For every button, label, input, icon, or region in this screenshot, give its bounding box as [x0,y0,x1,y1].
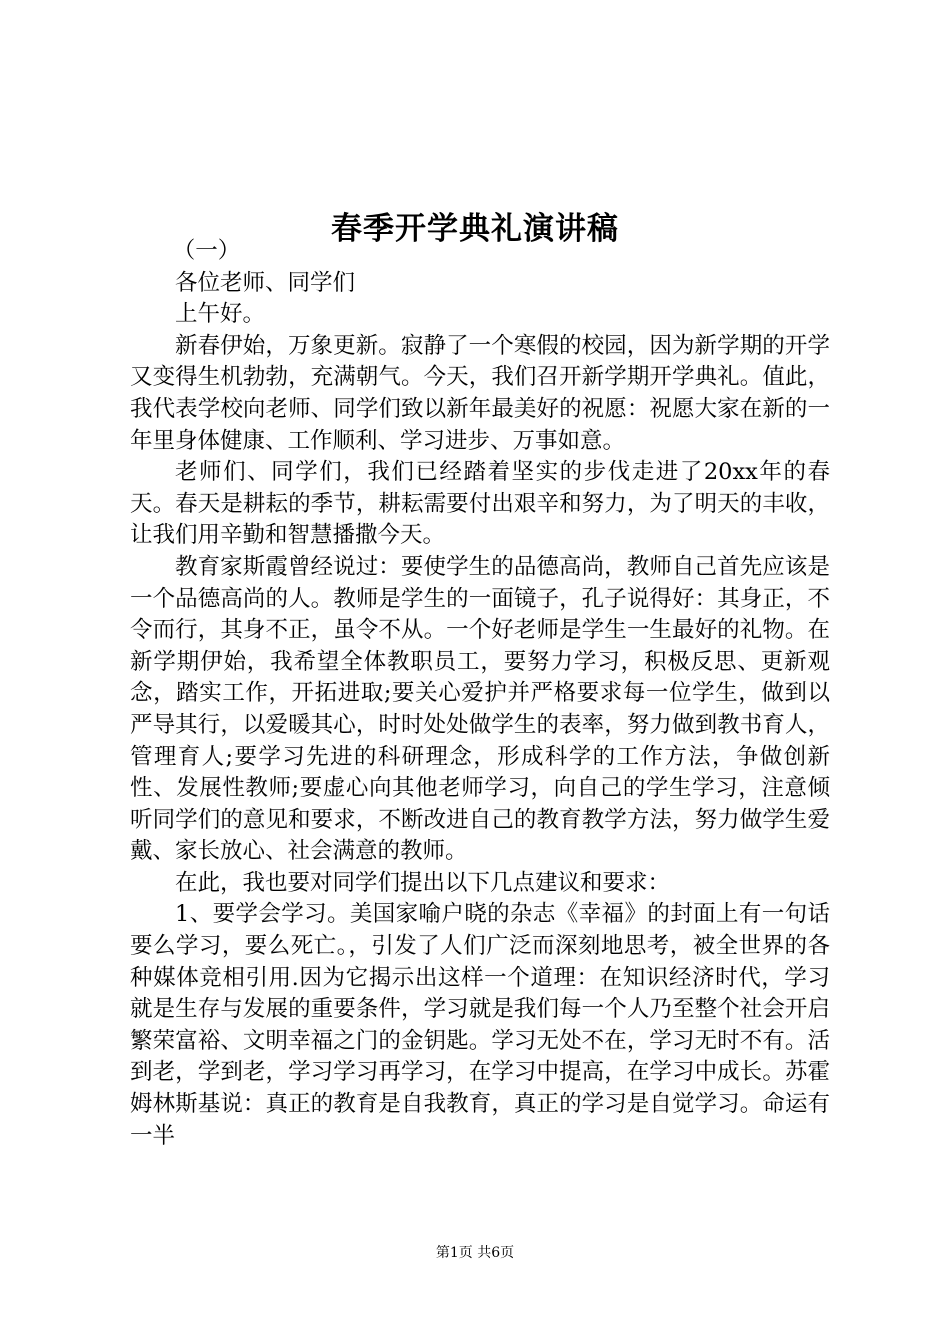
paragraph: 教育家斯霞曾经说过：要使学生的品德高尚，教师自己首先应该是一个品德高尚的人。教师是学生的一面镜子，孔子说得好：其身正，不令而行，其身不正，虽令不从。一个好老师是学生一生最好的礼物。在新学期伊始，我希望全体教职员工，要努力学习，积极反思、更新观念，踏实工作，开拓进取;要关心爱护并严格要求每一位学生，做到以严导其行，以爱暖其心，时时处处做学生的表率，努力做到教书育人，管理育人;要学习先进的科研理念，形成科学的工作方法，争做创新性、发展性教师;要虚心向其他老师学习，向自己的学生学习，注意倾听同学们的意见和要求，不断改进自己的教育教学方法，努力做学生爱戴、家长放心、社会满意的教师。 [130,553,830,865]
document-title: 春季开学典礼演讲稿 [331,210,619,247]
paragraph: 在此，我也要对同学们提出以下几点建议和要求： [175,869,671,896]
paragraph: 1、要学会学习。美国家喻户晓的杂志《幸福》的封面上有一句话要么学习，要么死亡。，引发了人们广泛而深刻地思考，被全世界的各种媒体竞相引用.因为它揭示出这样一个道理：在知识经济时代，学习就是生存与发展的重要条件，学习就是我们每一个人乃至整个社会开启繁荣富裕、文明幸福之门的金钥匙。学习无处不在，学习无时不有。活到老，学到老，学习学习再学习，在学习中提高，在学习中成长。苏霍姆林斯基说：真正的教育是自我教育，真正的学习是自觉学习。命运有一半 [130,901,830,1149]
page-footer: 第1页 共6页 [435,1245,515,1261]
paragraph-greeting: 上午好。 [175,301,266,328]
paragraph: 老师们、同学们，我们已经踏着坚实的步伐走进了20xx年的春天。春天是耕耘的季节，耕耘需要付出艰辛和努力，为了明天的丰收，让我们用辛勤和智慧播撒今天。 [130,459,830,549]
paragraph-section-number: （一） [172,238,241,264]
paragraph: 新春伊始，万象更新。寂静了一个寒假的校园，因为新学期的开学又变得生机勃勃，充满朝气。今天，我们召开新学期开学典礼。值此，我代表学校向老师、同学们致以新年最美好的祝愿：祝愿大家在新的一年里身体健康、工作顺利、学习进步、万事如意。 [130,332,830,454]
document-body [130,236,830,1152]
paragraph-salutation: 各位老师、同学们 [175,269,356,296]
